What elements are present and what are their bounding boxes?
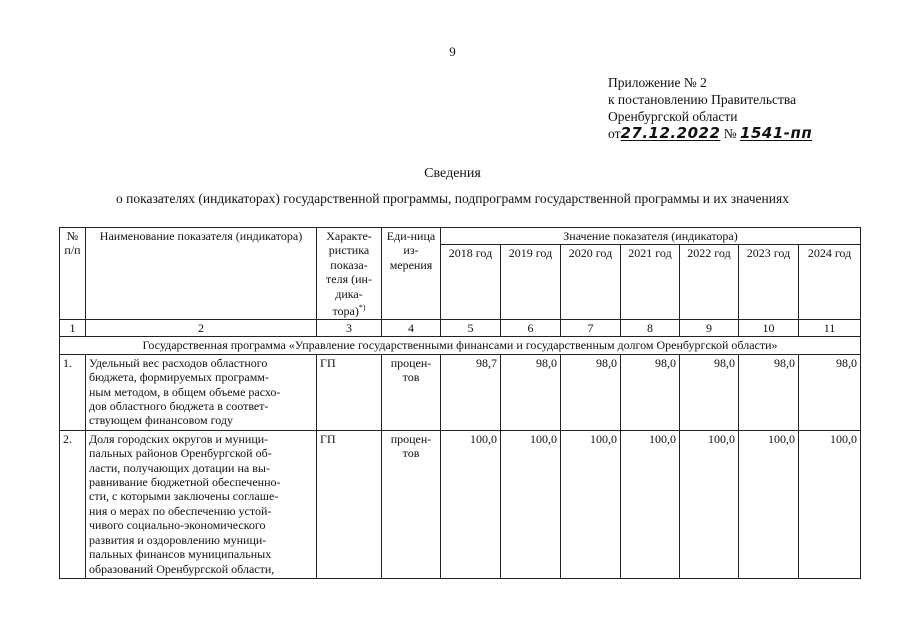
- indicators-table: [59, 227, 861, 579]
- row-unit-line: процен-: [390, 355, 432, 370]
- header-year: 2024 год: [799, 245, 861, 320]
- header-year: 2020 год: [561, 245, 621, 320]
- row-value: 100,0: [441, 430, 501, 578]
- row-name-line: пальных финансов муниципальных: [89, 547, 272, 562]
- row-name-line: образований Оренбургской области,: [89, 561, 275, 576]
- row-name-line: дов областного бюджета в соответ-: [89, 399, 269, 414]
- header-num: № п/п: [60, 228, 86, 320]
- row-unit: [382, 430, 441, 578]
- header-year: 2023 год: [739, 245, 799, 320]
- column-index: 4: [382, 320, 441, 337]
- page-number: 9: [449, 44, 456, 59]
- header-characteristic-note: *): [358, 303, 366, 313]
- row-unit-line: тов: [402, 370, 420, 385]
- row-name: [86, 430, 317, 578]
- appendix-line-2: к постановлению Правительства: [608, 92, 797, 107]
- row-name-line: бюджета, формируемых программ-: [89, 370, 269, 385]
- row-name-line: ния о мерах по обеспечению устой-: [89, 503, 272, 518]
- row-characteristic: ГП: [317, 430, 382, 578]
- row-name-line: равнивание бюджетной обеспеченно-: [89, 475, 281, 490]
- row-value: 100,0: [501, 430, 561, 578]
- row-value: 98,7: [441, 354, 501, 430]
- column-index: 5: [441, 320, 501, 337]
- appendix-line-1: Приложение № 2: [608, 75, 707, 90]
- row-unit-line: процен-: [390, 431, 432, 446]
- row-name-line: Доля городских округов и муници-: [89, 431, 269, 446]
- document-title: Сведения: [424, 166, 481, 181]
- header-row-1: [60, 228, 861, 245]
- row-value: 98,0: [680, 354, 739, 430]
- row-value: 98,0: [621, 354, 680, 430]
- row-name-line: Удельный вес расходов областного: [89, 355, 268, 370]
- row-value: 100,0: [739, 430, 799, 578]
- header-name: Наименование показателя (индикатора): [86, 228, 317, 320]
- row-name: [86, 354, 317, 430]
- row-name-line: ным методом, в общем объеме расхо-: [89, 384, 281, 399]
- row-num: 2.: [60, 430, 86, 578]
- column-index: 8: [621, 320, 680, 337]
- row-value: 100,0: [561, 430, 621, 578]
- row-characteristic: ГП: [317, 354, 382, 430]
- appendix-date-line: [608, 125, 898, 142]
- header-year: 2021 год: [621, 245, 680, 320]
- table-row: [60, 430, 861, 578]
- row-unit: [382, 354, 441, 430]
- row-name-line: чивого социально-экономического: [89, 518, 266, 533]
- from-prefix: от: [608, 126, 621, 141]
- row-value: 100,0: [799, 430, 861, 578]
- document-subtitle: о показателях (индикаторах) государственной программы, подпрограмм государственной программы и их значениях: [116, 191, 789, 206]
- row-value: 98,0: [561, 354, 621, 430]
- row-name-line: развития и оздоровлению муници-: [89, 532, 267, 547]
- appendix-block: [608, 74, 898, 142]
- program-title: Государственная программа «Управление государственными финансами и государственным долгом Оренбургской области»: [60, 337, 861, 354]
- column-index: 10: [739, 320, 799, 337]
- row-name-line: ласти, получающих дотации на вы-: [89, 460, 270, 475]
- header-year: 2018 год: [441, 245, 501, 320]
- row-num: 1.: [60, 354, 86, 430]
- column-index: 2: [86, 320, 317, 337]
- column-index: 11: [799, 320, 861, 337]
- handwritten-date: 27.12.2022: [620, 124, 721, 142]
- column-index: 1: [60, 320, 86, 337]
- column-index-row: [60, 320, 861, 337]
- row-value: 100,0: [621, 430, 680, 578]
- header-values-group: Значение показателя (индикатора): [441, 228, 861, 245]
- row-value: 98,0: [799, 354, 861, 430]
- column-index: 6: [501, 320, 561, 337]
- header-year: 2022 год: [680, 245, 739, 320]
- row-value: 98,0: [739, 354, 799, 430]
- row-value: 98,0: [501, 354, 561, 430]
- program-row: [60, 337, 861, 354]
- row-name-line: ствующем финансовом году: [89, 413, 233, 428]
- column-index: 3: [317, 320, 382, 337]
- handwritten-number: 1541-пп: [740, 124, 813, 142]
- column-index: 9: [680, 320, 739, 337]
- column-index: 7: [561, 320, 621, 337]
- table-row: [60, 354, 861, 430]
- row-name-line: сти, с которыми заключены соглаше-: [89, 489, 279, 504]
- header-year: 2019 год: [501, 245, 561, 320]
- header-characteristic: [317, 228, 382, 320]
- row-name-line: пальных районов Оренбургской об-: [89, 446, 272, 461]
- row-value: 100,0: [680, 430, 739, 578]
- header-unit: Еди-ница из-мерения: [382, 228, 441, 320]
- row-unit-line: тов: [402, 446, 420, 461]
- header-characteristic-text: Характе-ристика показа-теля (ин-дика-тора): [326, 229, 372, 319]
- appendix-line-3: Оренбургской области: [608, 109, 738, 124]
- number-prefix: №: [723, 126, 737, 141]
